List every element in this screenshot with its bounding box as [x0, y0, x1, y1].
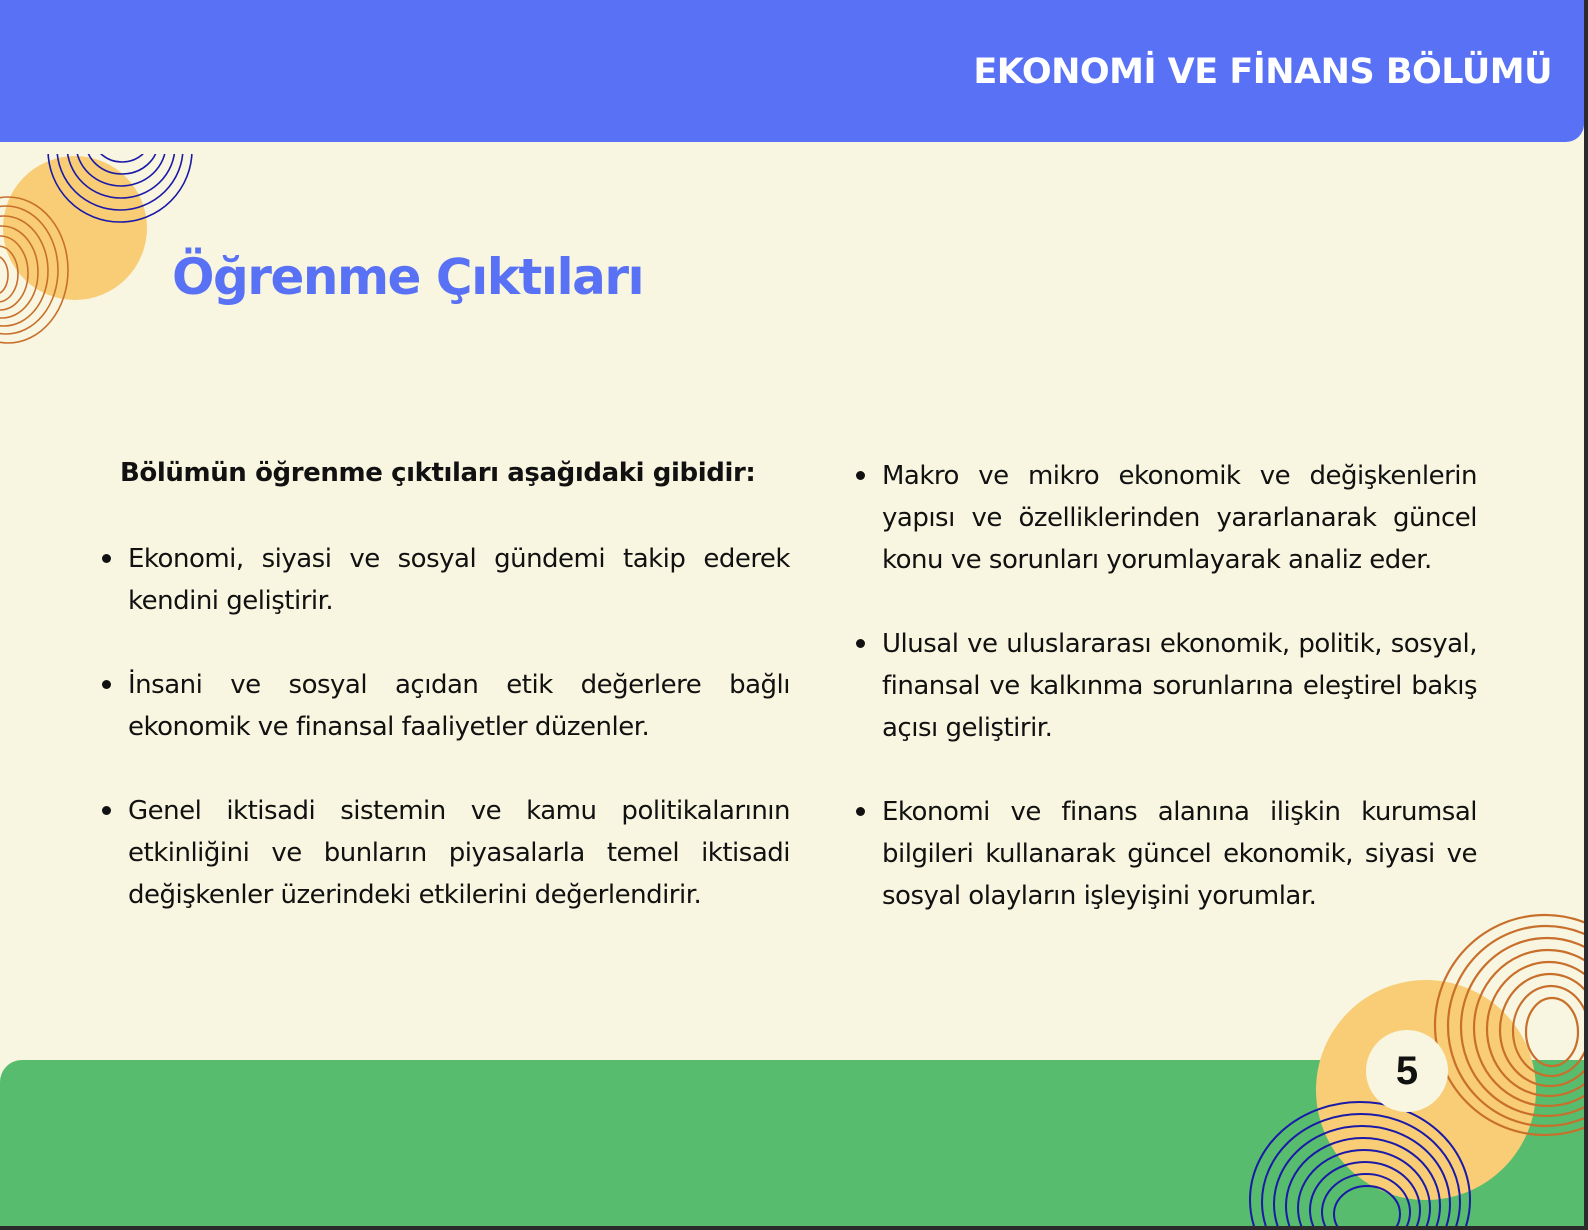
list-item: Ulusal ve uluslararası ekonomik, politik, sosyal, finansal ve kalkınma sorunlarına eleştirel bakış açısı geliştirir.	[852, 623, 1477, 749]
bullet-icon	[856, 639, 865, 648]
page-number-badge: 5	[1366, 1030, 1448, 1112]
bullet-icon	[102, 806, 111, 815]
list-item: Genel iktisadi sistemin ve kamu politikalarının etkinliğini ve bunların piyasalarla temel iktisadi değişkenler üzerindeki etkilerini değerlendirir.	[98, 790, 790, 916]
list-item: İnsani ve sosyal açıdan etik değerlere bağlı ekonomik ve finansal faaliyetler düzenler.	[98, 664, 790, 748]
department-title: EKONOMİ VE FİNANS BÖLÜMÜ	[973, 52, 1552, 92]
bullet-icon	[856, 471, 865, 480]
header-bar	[0, 0, 1584, 142]
list-item: Makro ve mikro ekonomik ve değişkenlerin yapısı ve özelliklerinden yararlanarak güncel konu ve sorunları yorumlayarak analiz eder.	[852, 455, 1477, 581]
left-outcome-list	[98, 538, 790, 958]
right-outcome-list	[852, 455, 1477, 959]
yellow-circle	[3, 156, 147, 300]
list-item: Ekonomi ve finans alanına ilişkin kurumsal bilgileri kullanarak güncel ekonomik, siyasi ve sosyal olayların işleyişini yorumlar.	[852, 791, 1477, 917]
top-left-decoration	[0, 0, 200, 360]
bullet-icon	[102, 680, 111, 689]
list-item: Ekonomi, siyasi ve sosyal gündemi takip ederek kendini geliştirir.	[98, 538, 790, 622]
bullet-icon	[856, 807, 865, 816]
bullet-icon	[102, 554, 111, 563]
intro-text: Bölümün öğrenme çıktıları aşağıdaki gibidir:	[120, 458, 756, 488]
page-title: Öğrenme Çıktıları	[172, 248, 644, 306]
